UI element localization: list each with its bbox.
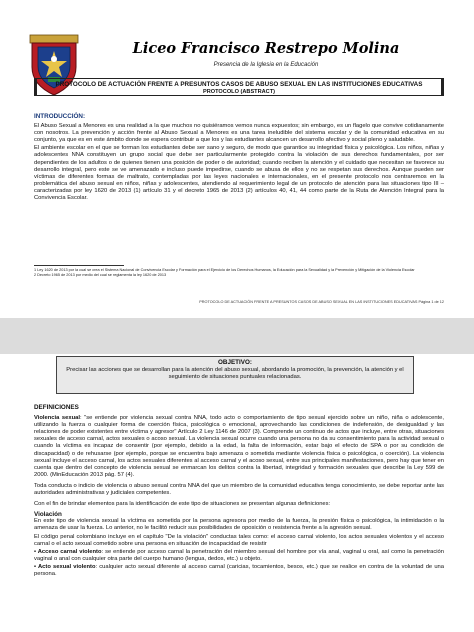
bullet-acceso-carnal: [34, 549, 444, 563]
reporting-paragraph: Toda conducta o indicio de violencia o abuso sexual contra NNA del que un miembro de la comunidad educativa tenga conocimiento, se debe reportar ante las autoridades administrativas y judiciales competentes.: [34, 482, 444, 497]
page-footer: PROTOCOLO DE ACTUACIÓN FRENTE A PRESUNTOS CASOS DE ABUSO SEXUAL EN LAS INSTITUCIONES EDUCATIVAS Página 1 de 12: [199, 300, 444, 304]
definition-violencia-sexual: [34, 415, 444, 479]
school-name: Liceo Francisco Restrepo Molina: [132, 40, 400, 57]
footnote-divider: [34, 265, 124, 266]
document-title: PROTOCOLO DE ACTUACIÓN FRENTE A PRESUNTOS CASOS DE ABUSO SEXUAL EN LAS INSTITUCIONES EDUCATIVAS: [55, 81, 423, 88]
objective-box: [56, 356, 414, 394]
introduction-paragraph-2: El ambiente escolar en el que se forman los estudiantes debe ser sano y seguro, de modo que garantice su integridad física y psicológica. Los niños, niñas y adolescentes NNA constituyen un grupo social que debe ser particularmente protegido contra la violación de sus derechos fundamentales, por ser dependientes de los adultos o de quienes tienen una posición de poder o de autoridad; cuando reciben la atención y el cuidado que necesitan se favorece su desarrollo integral, pero este se ve amenazado e incluso puede impedirse, cuando se abusa de ellos y no se respetan sus derechos. Aunque pueden ser víctimas de diferentes formas de maltrato, contempladas por las leyes nacionales e internacionales, en el presente protocolo nos centraremos en la problemática del abuso sexual en niños, niñas y adolescentes, atendiendo al requerimiento legal de un protocolo de atención para las situaciones tipo III – caracterizadas por ley 1620 de 2013 (1) artículo 31 y el decreto 1965 de 2013 (2) artículos 40, 41, 44 como parte de la Ruta de Atención Integral para la Convivencia Escolar.: [34, 145, 444, 202]
footnotes: [34, 268, 444, 277]
term-violencia-sexual: Violencia sexual: [34, 415, 80, 422]
footnote-2: 2 Decreto 1965 de 2013 por medio del cual se reglamenta la ley 1620 de 2013: [34, 272, 167, 277]
definitions-heading: DEFINICIONES: [34, 404, 79, 411]
school-subtitle: Presencia de la Iglesia en la Educación: [213, 62, 319, 68]
objective-text: Precisar las acciones que se desarrollan para la atención del abuso sexual, abordando la promoción, la prevención, la atención y el seguimiento de situaciones puntuales relacionadas.: [66, 367, 404, 380]
violacion-paragraph-1: En este tipo de violencia sexual la víctima es sometida por la persona agresora por medio de la fuerza, la presión física o psicológica, la intimidación o la amenaza de usar la fuerza. Lo anterior, no le facilitó reducir sus posibilidades de oposición o resistencia frente a la agresión sexual.: [34, 518, 444, 532]
bullet-acto-sexual-text: : cualquier acto sexual diferente al acceso carnal (caricias, tocamientos, besos, etc.) que se realice en contra de la voluntad de una persona.: [34, 563, 444, 577]
definitions-intro-paragraph: Con el fin de brindar elementos para la identificación de este tipo de situaciones se presentan algunas definiciones:: [34, 501, 331, 508]
introduction-heading: INTRODUCCIÓN:: [34, 113, 86, 120]
page-separator: [0, 318, 474, 354]
definitions-section: [34, 404, 444, 579]
violacion-heading: Violación: [34, 511, 62, 519]
footnote-1: 1 Ley 1620 de 2013 por la cual se crea el Sistema Nacional de Convivencia Escolar y Formación para el Ejercicio de los Derechos Humanos, la Educación para la Sexualidad y la Prevención y Mitigación de la Violencia Escolar: [34, 268, 415, 272]
bullet-acceso-carnal-text: : se entiende por acceso carnal la penetración del miembro sexual del hombre por vía anal, vaginal u oral, así como la penetración vaginal o anal con cualquier otra parte del cuerpo humano (lengua, dedos, etc.) u objeto.: [34, 548, 444, 562]
bullet-acto-sexual: [34, 564, 444, 578]
introduction-paragraph-1: El Abuso Sexual a Menores es una realidad a la que muchos no quisiéramos vemos nunca expuestos; sin embargo, es un flagelo que convive cotidianamente con nosotros. La prevención y acción frente al Abuso Sexual a Menores es una tarea ineludible del sistema escolar y de la comunidad educativa en su conjunto, ya que es en este ámbito donde se espera contribuir a que los y las estudiantes alcancen un desarrollo afectivo y social pleno y saludable.: [34, 123, 444, 144]
term-acto-sexual: • Acto sexual violento: [34, 563, 96, 570]
introduction-section: [34, 113, 444, 203]
document-subtitle: PROTOCOLO (ABSTRACT): [203, 89, 275, 95]
term-acceso-carnal: • Acceso carnal violento: [34, 548, 102, 555]
objective-heading: OBJETIVO:: [218, 359, 252, 366]
violacion-paragraph-2: El código penal colombiano incluye en el capítulo "De la violación" conductas tales como: el acceso carnal violento, los actos sexuales violentos y el acceso carnal o el acto sexual cometido sobre una persona en situación de incapacidad de resistir: [34, 533, 444, 547]
document-title-box: [34, 78, 444, 96]
definition-violencia-sexual-text: : "se entiende por violencia sexual contra NNA, todo acto o comportamiento de tipo sexual ejercido sobre un niño, niña o adolescente, utilizando la fuerza o cualquier forma de coerción física, psicológica o emocional, aprovechando las condiciones de indefensión, de desigualdad y las relaciones de poder existentes entre víctima y agresor" Artículo 2 Ley 1146 de 2007 (3). Comprende un continuo de actos que incluye, entre otras, situaciones sexuales de acceso carnal, actos sexuales o acoso sexual. La violencia sexual ocurre cuando una persona no da su consentimiento para la actividad sexual o cuando la víctima es incapaz de consentir (por ejemplo, debido a la edad, la falta de información, estar bajo el efecto de SPA o por su condición de discapacidad) o de rehusarse (por ejemplo, porque se encuentra bajo amenaza o sometida mediante violencia física o psicológica, o coerción). La violencia sexual incluye el acceso carnal, los actos sexuales diferentes al acceso carnal y el acoso sexual, entre sus principales manifestaciones, pero hay que tener en cuenta que dentro del concepto de violencia sexual se enmarcan los delitos contra la libertad, integridad y formación sexuales que describe la Ley 599 de 2000. (MinEducación 2013 pág. 57 (4).: [34, 415, 444, 478]
